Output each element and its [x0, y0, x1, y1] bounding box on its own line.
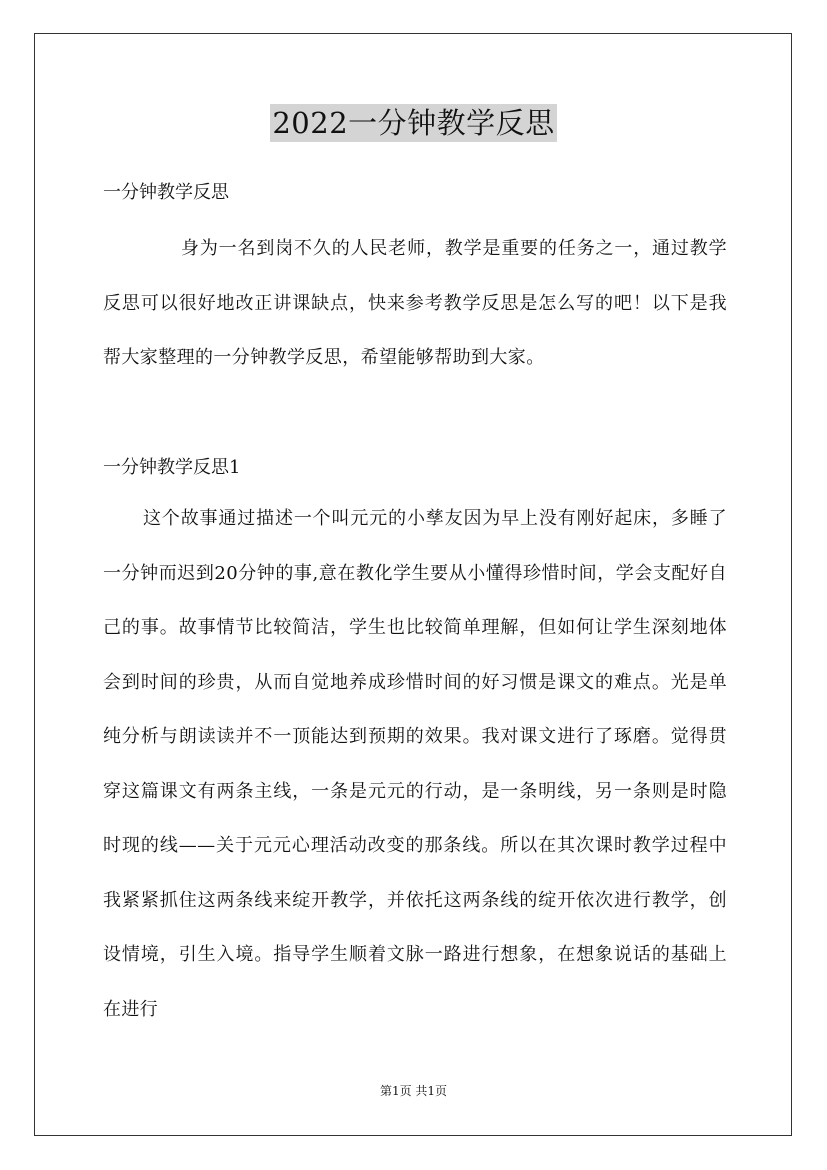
section-heading: 一分钟教学反思1 — [103, 457, 241, 478]
document-title: 2022一分钟教学反思 — [272, 106, 555, 140]
document-subtitle: 一分钟教学反思 — [103, 182, 229, 203]
body-paragraph: 这个故事通过描述一个叫元元的小孳友因为早上没有刚好起床，多睡了一分钟而迟到20分钟的事,意在教化学生要从小懂得珍惜时间，学会支配好自己的事。故事情节比较简洁，学生也比较简单理解，但如何让学生深刻地体会到时间的珍贵，从而自觉地养成珍惜时间的好习惯是课文的难点。光是单纯分析与朗读读并不一顶能达到预期的效果。我对课文进行了琢磨。觉得贯穿这篇课文有两条主线，一条是元元的行动，是一条明线，另一条则是时隐时现的线——关于元元心理活动改变的那条线。所以在其次课时教学过程中我紧紧抓住这两条线来绽开教学，并依托这两条线的绽开依次进行教学，创设情境，引生入境。指导学生顺着文脉一路进行想象，在想象说话的基础上在进行 — [103, 508, 727, 1020]
page-footer: 第1页 共1页 — [379, 1084, 448, 1098]
intro-paragraph: 身为一名到岗不久的人民老师，教学是重要的任务之一，通过教学反思可以很好地改正讲课缺点，快来参考教学反思是怎么写的吧！以下是我帮大家整理的一分钟教学反思，希望能够帮助到大家。 — [103, 238, 727, 368]
title-container — [0, 104, 827, 142]
